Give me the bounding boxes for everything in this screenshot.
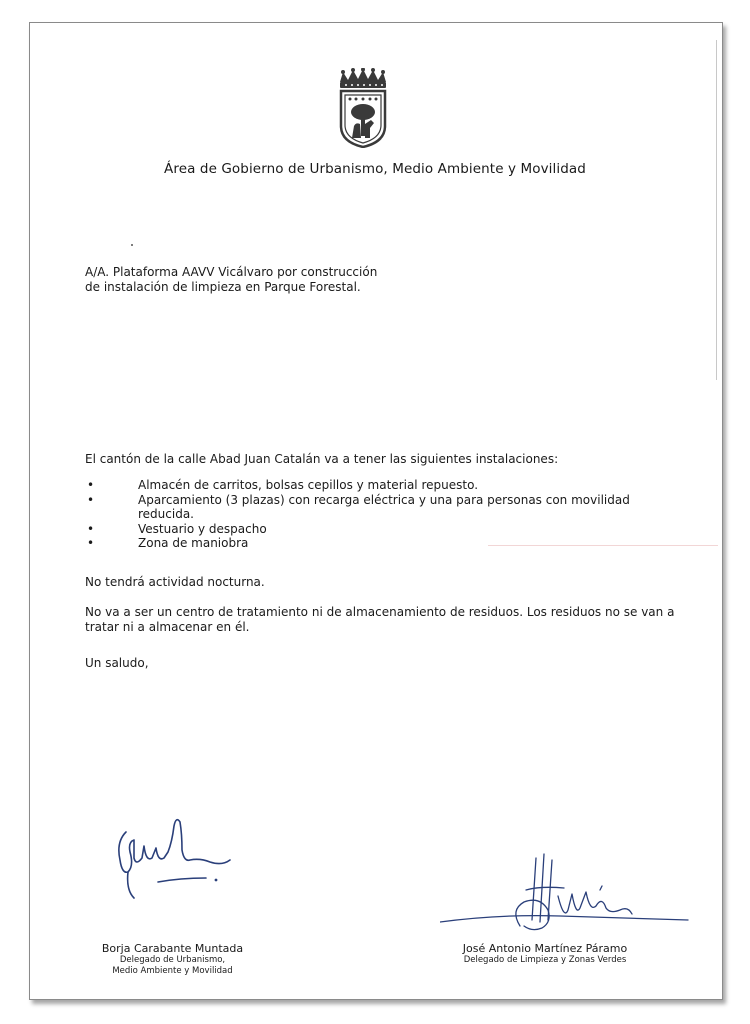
handwritten-signature-right xyxy=(440,850,690,935)
list-item-text: Vestuario y despacho xyxy=(138,521,267,536)
signer-name: Borja Carabante Muntada xyxy=(101,942,244,955)
madrid-coat-of-arms-icon xyxy=(334,68,392,148)
list-item xyxy=(85,478,665,493)
page-edge-line xyxy=(716,40,717,380)
list-item xyxy=(85,536,665,551)
department-heading: Área de Gobierno de Urbanismo, Medio Ambiente y Movilidad xyxy=(164,161,586,177)
signer-role: Delegado de Limpieza y Zonas Verdes xyxy=(463,955,627,965)
waste-paragraph: No va a ser un centro de tratamiento ni de almacenamiento de residuos. Los residuos no se van a tratar ni a almacenar en él. xyxy=(85,605,675,634)
list-item xyxy=(85,493,665,522)
bullet-icon: • xyxy=(87,536,95,550)
night-activity-paragraph: No tendrá actividad nocturna. xyxy=(85,575,265,589)
signer-block-right xyxy=(430,942,660,966)
bullet-icon: • xyxy=(87,521,95,536)
list-item-text: Aparcamiento (3 plazas) con recarga eléctrica y una para personas con movilidad reducida. xyxy=(138,492,630,521)
list-item-text: Almacén de carritos, bolsas cepillos y material repuesto. xyxy=(138,478,479,492)
bullet-icon: • xyxy=(87,492,95,507)
handwritten-signature-left xyxy=(110,812,240,902)
intro-paragraph: El cantón de la calle Abad Juan Catalán va a tener las siguientes instalaciones: xyxy=(85,452,559,466)
subject-line: de instalación de limpieza en Parque Forestal. xyxy=(85,280,361,294)
subject-block xyxy=(85,265,377,295)
list-item-text: Zona de maniobra xyxy=(138,536,249,550)
scan-speck xyxy=(131,244,133,246)
list-item xyxy=(85,522,665,537)
signer-name: José Antonio Martínez Páramo xyxy=(462,942,628,955)
signer-role: Medio Ambiente y Movilidad xyxy=(112,966,233,976)
signer-role: Delegado de Urbanismo, xyxy=(119,955,226,965)
subject-line: A/A. Plataforma AAVV Vicálvaro por construcción xyxy=(85,265,378,279)
signer-block-left xyxy=(80,942,265,977)
greeting: Un saludo, xyxy=(85,656,149,670)
bullet-icon: • xyxy=(87,478,95,492)
facilities-list xyxy=(85,478,665,551)
